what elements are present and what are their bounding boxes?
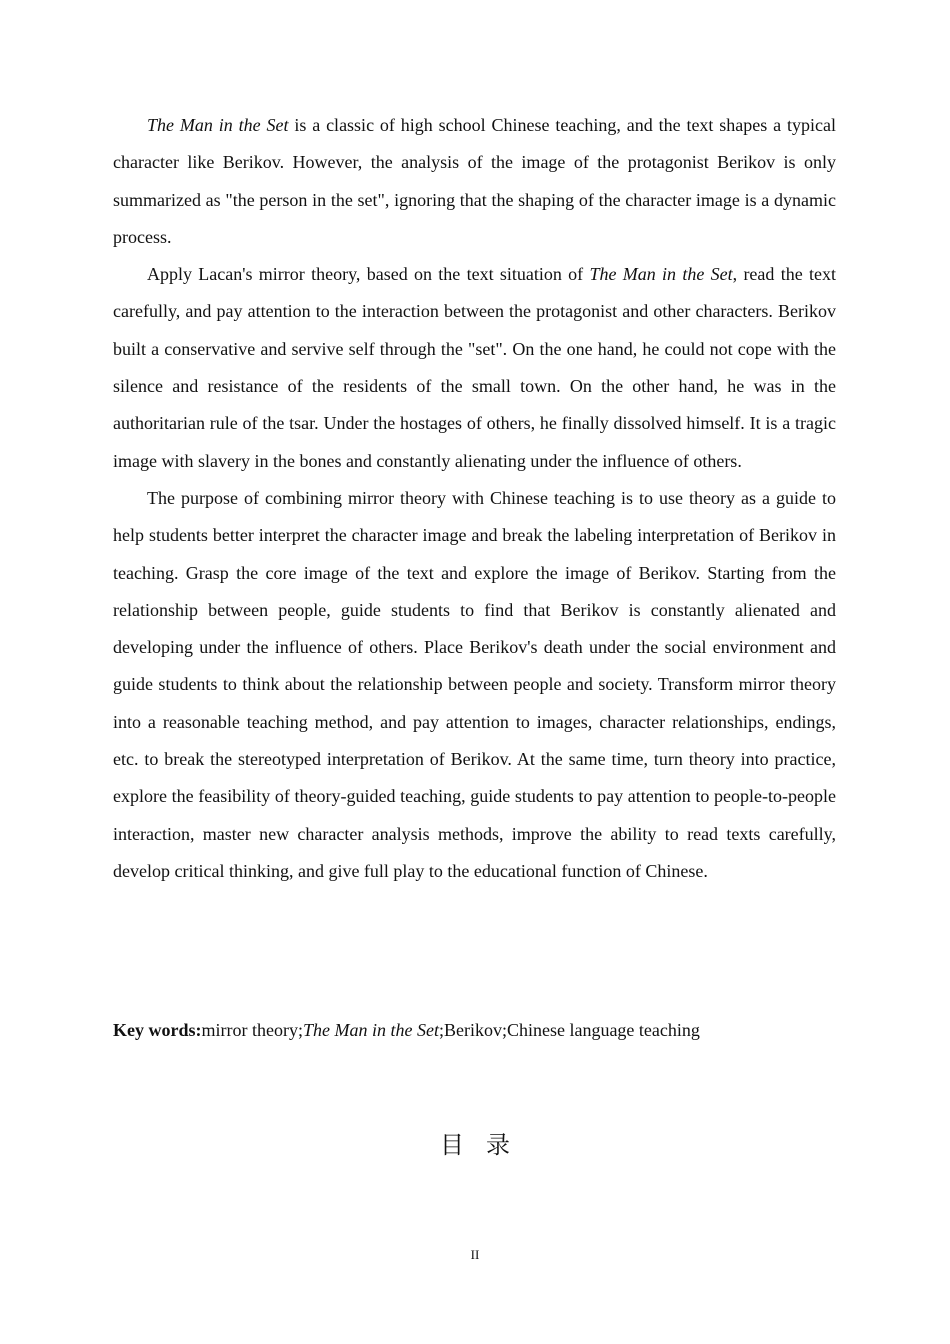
book-title: The Man in the Set	[589, 264, 733, 285]
keyword-2-title: The Man in the Set	[302, 1020, 439, 1040]
page-number: II	[470, 1247, 480, 1262]
keywords-colon: :	[195, 1020, 202, 1040]
keywords-label: Key words	[113, 1020, 196, 1040]
paragraph-text: , read the text carefully, and pay attention to the interaction between the protagonist and other characters. Berikov built a conservative and servive self through the "set". On the one hand, he could not cope with the silence and resistance of the residents of the small town. On the other hand, he was in the authoritarian rule of the tsar. Under the hostages of others, he finally dissolved himself. It is a tragic image with slavery in the bones and constantly alienating under the influence of others.	[113, 264, 836, 471]
book-title: The Man in the Set	[147, 115, 289, 135]
toc-heading: 目录	[440, 1131, 532, 1159]
abstract-body	[113, 107, 836, 890]
paragraph-text: is a classic of high school Chinese teaching, and the text shapes a typical character like Berikov. However, the analysis of the image of the protagonist Berikov is only summarized as "the person in the set", ignoring that the shaping of the character image is a dynamic process.	[113, 115, 837, 247]
abstract-paragraph-1	[113, 107, 836, 256]
keyword-1: mirror theory;	[201, 1020, 303, 1040]
keywords-line	[113, 1012, 836, 1049]
keyword-rest: ;Berikov;Chinese language teaching	[438, 1020, 700, 1040]
abstract-paragraph-2	[113, 256, 836, 480]
abstract-paragraph-3: The purpose of combining mirror theory with Chinese teaching is to use theory as a guide to help students better interpret the character image and break the labeling interpretation of Berikov in teaching. Grasp the core image of the text and explore the image of Berikov. Starting from the relationship between people, guide students to find that Berikov is constantly alienated and developing under the influence of others. Place Berikov's death under the social environment and guide students to think about the relationship between people and society. Transform mirror theory into a reasonable teaching method, and pay attention to images, character relationships, endings, etc. to break the stereotyped interpretation of Berikov. At the same time, turn theory into practice, explore the feasibility of theory-guided teaching, guide students to pay attention to people-to-people interaction, master new character analysis methods, improve the ability to read texts carefully, develop critical thinking, and give full play to the educational function of Chinese.	[113, 487, 836, 881]
paragraph-text: Apply Lacan's mirror theory, based on the text situation of	[147, 264, 590, 285]
